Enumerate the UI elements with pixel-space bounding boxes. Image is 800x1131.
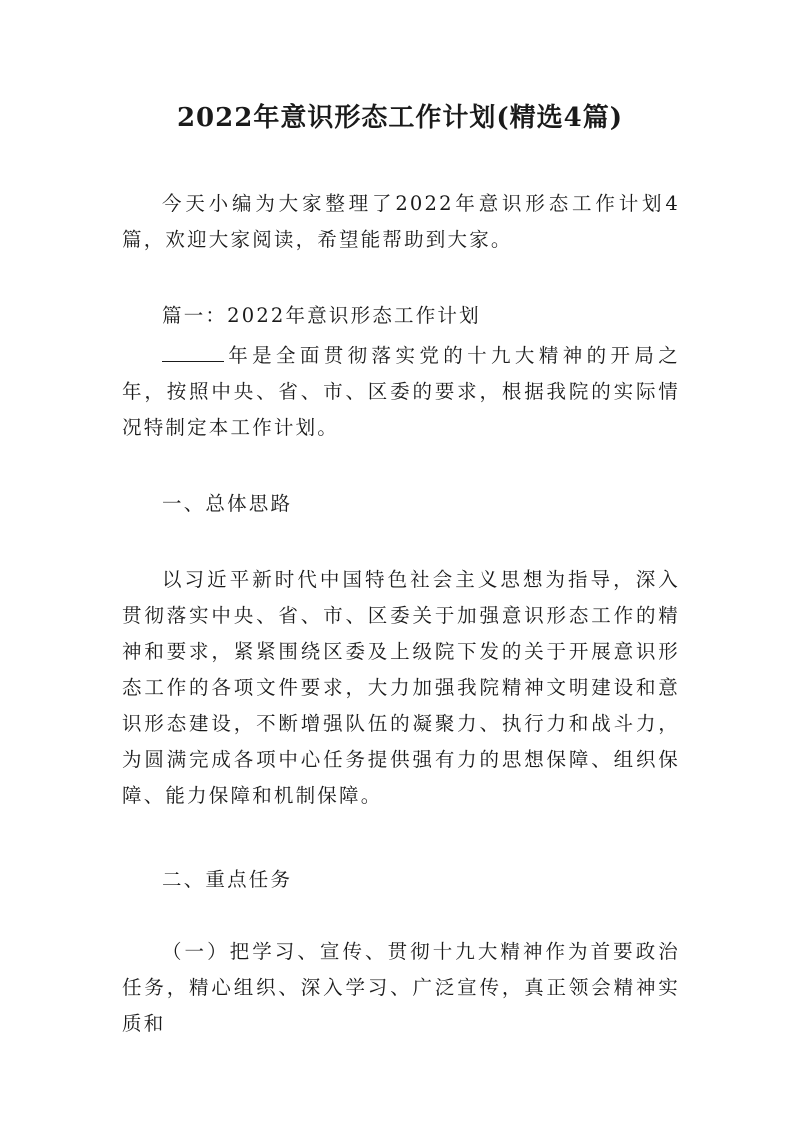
document-title: 2022年意识形态工作计划(精选4篇) — [176, 103, 624, 133]
section-1-heading: 一、总体思路 — [162, 492, 293, 515]
intro-paragraph: 今天小编为大家整理了2022年意识形态工作计划4篇，欢迎大家阅读，希望能帮助到大家。 — [122, 192, 680, 251]
chapter-intro-paragraph — [122, 338, 680, 446]
chapter-heading: 篇一：2022年意识形态工作计划 — [162, 304, 481, 327]
section-1-paragraph: 以习近平新时代中国特色社会主义思想为指导，深入贯彻落实中央、省、市、区委关于加强意识形态工作的精神和要求，紧紧围绕区委及上级院下发的关于开展意识形态工作的各项文件要求，大力加强我院精神文明建设和意识形态建设，不断增强队伍的凝聚力、执行力和战斗力，为圆满完成各项中心任务提供强有力的思想保障、组织保障、能力保障和机制保障。 — [122, 568, 680, 807]
section-2-heading: 二、重点任务 — [162, 868, 293, 891]
item-1-paragraph: （一）把学习、宣传、贯彻十九大精神作为首要政治任务，精心组织、深入学习、广泛宣传，真正领会精神实质和 — [122, 940, 680, 1035]
fill-in-blank — [162, 343, 224, 362]
chapter-intro-text: 年是全面贯彻落实党的十九大精神的开局之年，按照中央、省、市、区委的要求，根据我院的实际情况特制定本工作计划。 — [122, 344, 680, 439]
